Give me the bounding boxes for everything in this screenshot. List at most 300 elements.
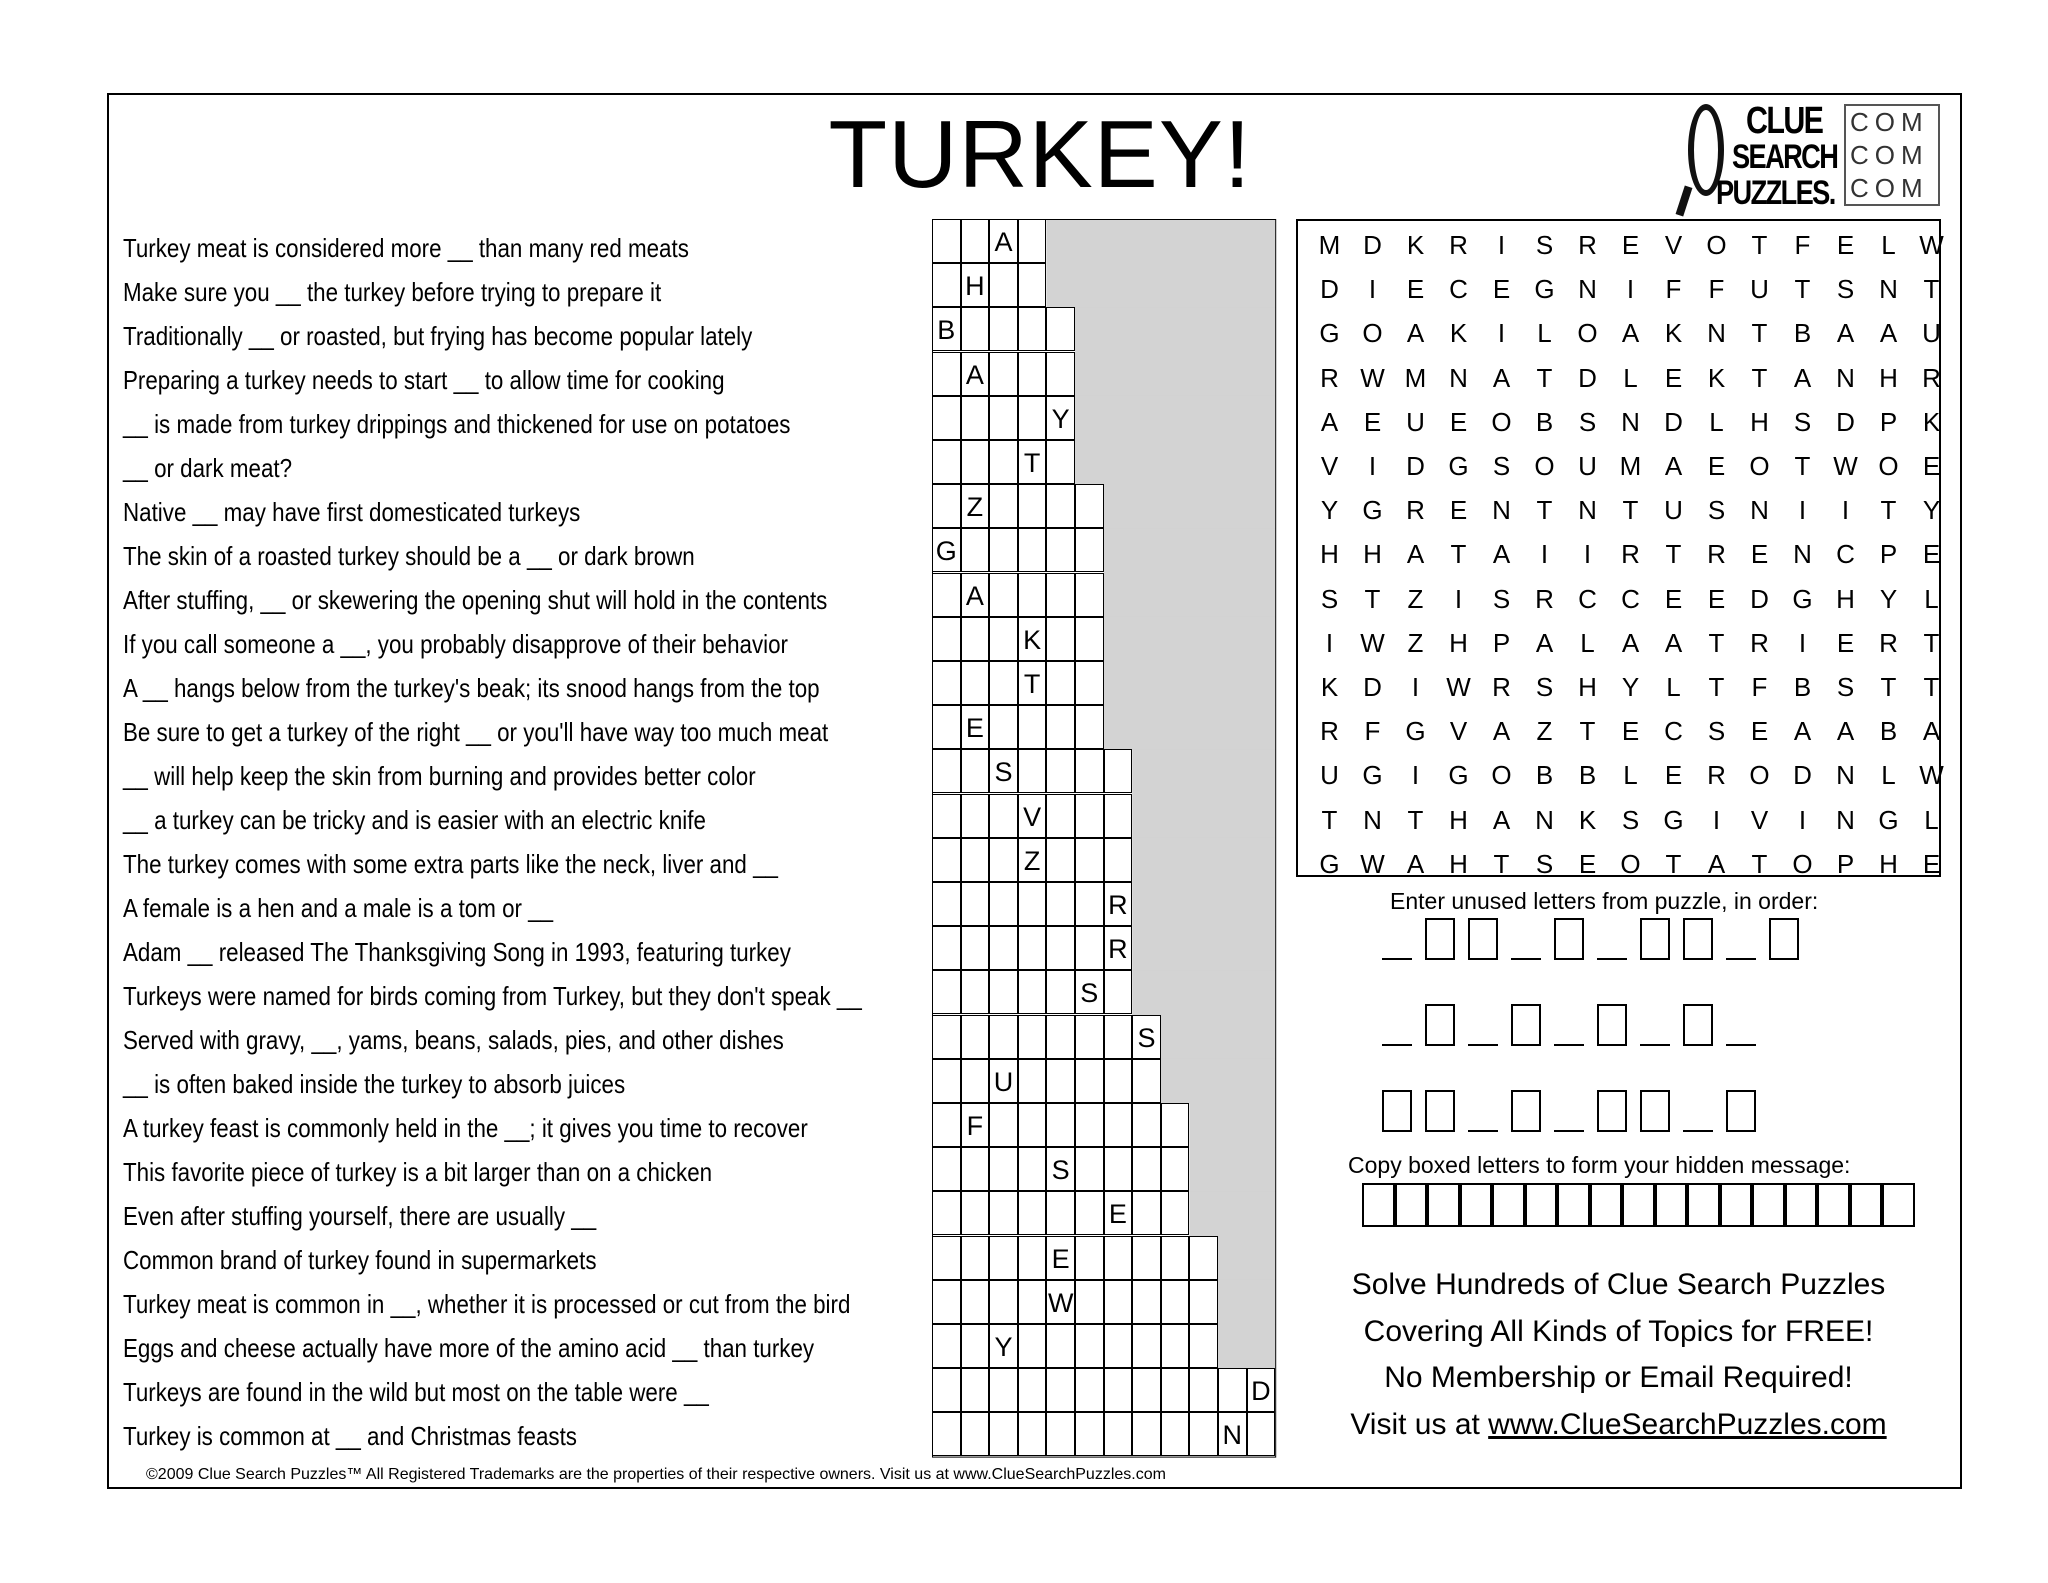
- word-search-letter[interactable]: H: [1449, 804, 1468, 835]
- word-search-letter[interactable]: S: [1492, 583, 1511, 614]
- answer-cell[interactable]: [932, 1236, 961, 1280]
- answer-cell[interactable]: [1075, 1103, 1104, 1147]
- hidden-message-box[interactable]: [1817, 1183, 1850, 1227]
- word-search-letter[interactable]: U: [1578, 451, 1597, 481]
- word-search-letter[interactable]: U: [1406, 406, 1425, 437]
- word-search-letter[interactable]: E: [1406, 274, 1425, 305]
- answer-cell[interactable]: [1104, 1324, 1133, 1368]
- word-search-letter[interactable]: A: [1793, 362, 1812, 393]
- answer-cell[interactable]: [932, 617, 961, 661]
- answer-cell-hint[interactable]: E: [1046, 1236, 1075, 1280]
- unused-letter-box[interactable]: [1769, 918, 1799, 960]
- answer-cell[interactable]: [932, 1147, 961, 1191]
- answer-cell-hint[interactable]: V: [1018, 794, 1047, 838]
- word-search-letter[interactable]: B: [1535, 406, 1554, 437]
- word-search-letter[interactable]: H: [1320, 539, 1339, 570]
- word-search-letter[interactable]: N: [1363, 804, 1382, 835]
- answer-cell-hint[interactable]: K: [1018, 617, 1047, 661]
- word-search-letter[interactable]: T: [1923, 274, 1940, 305]
- answer-cell[interactable]: [1132, 1412, 1161, 1456]
- word-search-letter[interactable]: E: [1707, 583, 1726, 614]
- word-search-letter[interactable]: N: [1449, 362, 1468, 393]
- word-search-letter[interactable]: A: [1406, 318, 1425, 349]
- unused-letter-box[interactable]: [1382, 1090, 1412, 1132]
- answer-cell[interactable]: [989, 926, 1018, 970]
- word-search-letter[interactable]: R: [1320, 362, 1339, 393]
- unused-letter-blank[interactable]: [1468, 1044, 1498, 1046]
- answer-cell[interactable]: [1075, 1191, 1104, 1235]
- unused-letter-box[interactable]: [1683, 1004, 1713, 1046]
- word-search-letter[interactable]: V: [1320, 451, 1339, 481]
- word-search-letter[interactable]: I: [1411, 672, 1420, 702]
- word-search-letter[interactable]: T: [1708, 672, 1725, 702]
- word-search-letter[interactable]: E: [1922, 539, 1941, 570]
- word-search-letter[interactable]: N: [1836, 804, 1855, 835]
- answer-cell-hint[interactable]: A: [989, 219, 1018, 263]
- word-search-letter[interactable]: G: [1792, 583, 1813, 614]
- word-search-letter[interactable]: H: [1363, 539, 1382, 570]
- hidden-message-box[interactable]: [1362, 1183, 1395, 1227]
- word-search-letter[interactable]: S: [1793, 406, 1812, 437]
- answer-cell[interactable]: [989, 573, 1018, 617]
- answer-cell[interactable]: [932, 1015, 961, 1059]
- word-search-letter[interactable]: I: [1626, 274, 1635, 305]
- answer-cell[interactable]: [989, 1368, 1018, 1412]
- unused-letter-box[interactable]: [1726, 1090, 1756, 1132]
- word-search-letter[interactable]: A: [1836, 318, 1855, 349]
- answer-cell[interactable]: [1104, 1412, 1133, 1456]
- answer-cell[interactable]: [1046, 1412, 1075, 1456]
- answer-cell[interactable]: [1018, 352, 1047, 396]
- answer-cell-hint[interactable]: Y: [989, 1324, 1018, 1368]
- word-search-letter[interactable]: G: [1319, 848, 1340, 879]
- answer-cell[interactable]: [989, 396, 1018, 440]
- answer-cell[interactable]: [1189, 1368, 1218, 1412]
- word-search-letter[interactable]: E: [1664, 760, 1683, 791]
- answer-cell[interactable]: [961, 1412, 990, 1456]
- word-search-letter[interactable]: A: [1492, 362, 1511, 393]
- word-search-letter[interactable]: W: [1446, 672, 1471, 702]
- answer-cell[interactable]: [932, 396, 961, 440]
- answer-cell[interactable]: [961, 661, 990, 705]
- answer-cell-hint[interactable]: A: [961, 352, 990, 396]
- answer-cell[interactable]: [932, 573, 961, 617]
- word-search-letter[interactable]: G: [1534, 274, 1555, 305]
- answer-cell[interactable]: [1046, 1368, 1075, 1412]
- unused-letter-box[interactable]: [1425, 918, 1455, 960]
- answer-cell[interactable]: [1104, 1147, 1133, 1191]
- unused-letter-box[interactable]: [1554, 918, 1584, 960]
- word-search-letter[interactable]: A: [1621, 318, 1640, 349]
- answer-cell[interactable]: [961, 1059, 990, 1103]
- answer-cell[interactable]: [989, 1236, 1018, 1280]
- word-search-letter[interactable]: B: [1879, 716, 1898, 747]
- answer-cell[interactable]: [1104, 1015, 1133, 1059]
- answer-cell[interactable]: [1075, 794, 1104, 838]
- word-search-letter[interactable]: V: [1750, 804, 1769, 835]
- unused-letter-blank[interactable]: [1597, 958, 1627, 960]
- word-search-letter[interactable]: O: [1620, 848, 1641, 879]
- word-search-letter[interactable]: E: [1492, 274, 1511, 305]
- word-search-letter[interactable]: A: [1406, 848, 1425, 879]
- answer-cell[interactable]: [1104, 1280, 1133, 1324]
- answer-cell[interactable]: [1046, 970, 1075, 1014]
- answer-cell[interactable]: [1046, 1015, 1075, 1059]
- word-search-letter[interactable]: W: [1919, 230, 1944, 260]
- word-search-letter[interactable]: R: [1320, 716, 1339, 747]
- word-search-letter[interactable]: U: [1664, 495, 1683, 526]
- answer-cell-hint[interactable]: Z: [961, 484, 990, 528]
- word-search-letter[interactable]: E: [1836, 627, 1855, 658]
- answer-cell[interactable]: [961, 970, 990, 1014]
- word-search-letter[interactable]: O: [1878, 451, 1899, 481]
- answer-cell[interactable]: [932, 440, 961, 484]
- answer-cell[interactable]: [1161, 1324, 1190, 1368]
- answer-cell[interactable]: [1189, 1412, 1218, 1456]
- answer-cell[interactable]: [1018, 1280, 1047, 1324]
- word-search-letter[interactable]: T: [1536, 362, 1553, 393]
- word-search-letter[interactable]: S: [1535, 848, 1554, 879]
- word-search-letter[interactable]: G: [1362, 760, 1383, 791]
- word-search-letter[interactable]: P: [1492, 627, 1511, 658]
- word-search-letter[interactable]: T: [1450, 539, 1467, 570]
- answer-cell[interactable]: [1018, 705, 1047, 749]
- answer-cell-hint[interactable]: R: [1104, 882, 1133, 926]
- word-search-letter[interactable]: A: [1492, 539, 1511, 570]
- word-search-letter[interactable]: G: [1362, 495, 1383, 526]
- word-search-letter[interactable]: S: [1578, 406, 1597, 437]
- answer-cell-hint[interactable]: S: [1046, 1147, 1075, 1191]
- word-search-letter[interactable]: K: [1578, 804, 1597, 835]
- word-search-letter[interactable]: T: [1880, 672, 1897, 702]
- answer-cell[interactable]: [1018, 1324, 1047, 1368]
- answer-cell[interactable]: [1018, 1147, 1047, 1191]
- answer-cell[interactable]: [1046, 838, 1075, 882]
- answer-cell[interactable]: [989, 1147, 1018, 1191]
- word-search-letter[interactable]: N: [1578, 274, 1597, 305]
- word-search-letter[interactable]: T: [1751, 318, 1768, 349]
- hidden-message-box[interactable]: [1720, 1183, 1753, 1227]
- answer-cell[interactable]: [961, 307, 990, 351]
- word-search-letter[interactable]: I: [1368, 274, 1377, 305]
- answer-cell[interactable]: [989, 263, 1018, 307]
- answer-cell[interactable]: [989, 970, 1018, 1014]
- word-search-letter[interactable]: F: [1751, 672, 1768, 702]
- answer-cell[interactable]: [1104, 970, 1133, 1014]
- word-search-letter[interactable]: N: [1879, 274, 1898, 305]
- word-search-letter[interactable]: T: [1751, 848, 1768, 879]
- word-search-letter[interactable]: H: [1750, 406, 1769, 437]
- answer-cell[interactable]: [989, 661, 1018, 705]
- answer-cell[interactable]: [932, 1280, 961, 1324]
- answer-cell-hint[interactable]: A: [961, 573, 990, 617]
- word-search-letter[interactable]: F: [1794, 230, 1811, 260]
- unused-letter-blank[interactable]: [1554, 1130, 1584, 1132]
- word-search-letter[interactable]: R: [1922, 362, 1941, 393]
- word-search-letter[interactable]: O: [1362, 318, 1383, 349]
- word-search-letter[interactable]: G: [1448, 760, 1469, 791]
- word-search-letter[interactable]: P: [1879, 406, 1898, 437]
- word-search-letter[interactable]: L: [1666, 672, 1681, 702]
- word-search-letter[interactable]: A: [1664, 627, 1683, 658]
- answer-cell[interactable]: [1075, 1236, 1104, 1280]
- hidden-message-box[interactable]: [1785, 1183, 1818, 1227]
- word-search-letter[interactable]: O: [1577, 318, 1598, 349]
- word-search-letter[interactable]: N: [1750, 495, 1769, 526]
- unused-letter-blank[interactable]: [1554, 1044, 1584, 1046]
- word-search-letter[interactable]: D: [1406, 451, 1425, 481]
- answer-cell[interactable]: [961, 1147, 990, 1191]
- answer-cell[interactable]: [1104, 794, 1133, 838]
- answer-cell[interactable]: [1018, 484, 1047, 528]
- answer-cell[interactable]: [1018, 263, 1047, 307]
- answer-cell[interactable]: [1046, 1191, 1075, 1235]
- answer-cell[interactable]: [989, 794, 1018, 838]
- word-search-letter[interactable]: Z: [1536, 716, 1553, 747]
- answer-cell-hint[interactable]: H: [961, 263, 990, 307]
- hidden-message-box[interactable]: [1492, 1183, 1525, 1227]
- word-search-letter[interactable]: B: [1578, 760, 1597, 791]
- word-search-letter[interactable]: L: [1623, 760, 1638, 791]
- word-search-letter[interactable]: K: [1320, 672, 1339, 702]
- word-search-letter[interactable]: E: [1664, 362, 1683, 393]
- word-search-letter[interactable]: D: [1363, 230, 1382, 260]
- word-search-letter[interactable]: T: [1579, 716, 1596, 747]
- answer-cell[interactable]: [1132, 1103, 1161, 1147]
- unused-letter-box[interactable]: [1597, 1090, 1627, 1132]
- word-search-letter[interactable]: O: [1749, 760, 1770, 791]
- answer-cell[interactable]: [1075, 1324, 1104, 1368]
- word-search-letter[interactable]: C: [1621, 583, 1640, 614]
- answer-cell[interactable]: [1018, 307, 1047, 351]
- word-search-letter[interactable]: Y: [1922, 495, 1941, 526]
- answer-cell[interactable]: [1161, 1236, 1190, 1280]
- word-search-letter[interactable]: S: [1707, 495, 1726, 526]
- answer-cell-hint[interactable]: S: [989, 749, 1018, 793]
- hidden-message-box[interactable]: [1395, 1183, 1428, 1227]
- word-search-letter[interactable]: F: [1665, 274, 1682, 305]
- word-search-letter[interactable]: E: [1449, 406, 1468, 437]
- hidden-message-box[interactable]: [1460, 1183, 1493, 1227]
- answer-cell[interactable]: [1046, 1103, 1075, 1147]
- answer-cell-hint[interactable]: T: [1018, 661, 1047, 705]
- answer-cell-hint[interactable]: S: [1132, 1015, 1161, 1059]
- answer-cell[interactable]: [1075, 484, 1104, 528]
- answer-cell[interactable]: [1018, 219, 1047, 263]
- answer-cell[interactable]: [932, 882, 961, 926]
- answer-cell[interactable]: [1161, 1103, 1190, 1147]
- word-search-letter[interactable]: A: [1320, 406, 1339, 437]
- word-search-letter[interactable]: T: [1407, 804, 1424, 835]
- answer-cell[interactable]: [932, 1059, 961, 1103]
- word-search-letter[interactable]: W: [1360, 848, 1385, 879]
- word-search-letter[interactable]: G: [1663, 804, 1684, 835]
- answer-cell[interactable]: [989, 1015, 1018, 1059]
- word-search-letter[interactable]: H: [1879, 848, 1898, 879]
- unused-letter-box[interactable]: [1640, 918, 1670, 960]
- word-search-letter[interactable]: I: [1540, 539, 1549, 570]
- word-search-letter[interactable]: R: [1449, 230, 1468, 260]
- word-search-letter[interactable]: L: [1924, 583, 1939, 614]
- answer-cell-hint[interactable]: Z: [1018, 838, 1047, 882]
- hidden-message-box[interactable]: [1655, 1183, 1688, 1227]
- answer-cell[interactable]: [961, 1191, 990, 1235]
- word-search-letter[interactable]: T: [1493, 848, 1510, 879]
- answer-cell[interactable]: [1018, 1236, 1047, 1280]
- answer-cell[interactable]: [1018, 396, 1047, 440]
- word-search-letter[interactable]: I: [1325, 627, 1334, 658]
- word-search-letter[interactable]: M: [1318, 230, 1341, 260]
- answer-cell[interactable]: [961, 749, 990, 793]
- word-search-letter[interactable]: U: [1922, 318, 1941, 349]
- word-search-letter[interactable]: W: [1360, 362, 1385, 393]
- word-search-letter[interactable]: I: [1798, 495, 1807, 526]
- answer-cell[interactable]: [1189, 1236, 1218, 1280]
- word-search-letter[interactable]: D: [1320, 274, 1339, 305]
- word-search-letter[interactable]: E: [1449, 495, 1468, 526]
- word-search-letter[interactable]: S: [1320, 583, 1339, 614]
- answer-cell[interactable]: [989, 484, 1018, 528]
- word-search-letter[interactable]: D: [1664, 406, 1683, 437]
- word-search-letter[interactable]: A: [1793, 716, 1812, 747]
- word-search-letter[interactable]: A: [1492, 716, 1511, 747]
- answer-cell[interactable]: [1046, 573, 1075, 617]
- word-search-letter[interactable]: N: [1707, 318, 1726, 349]
- hidden-message-box[interactable]: [1622, 1183, 1655, 1227]
- answer-cell[interactable]: [989, 705, 1018, 749]
- word-search-letter[interactable]: Z: [1407, 583, 1424, 614]
- word-search-letter[interactable]: R: [1492, 672, 1511, 702]
- answer-cell[interactable]: [1018, 970, 1047, 1014]
- answer-cell-hint[interactable]: U: [989, 1059, 1018, 1103]
- answer-cell[interactable]: [1018, 1015, 1047, 1059]
- word-search-letter[interactable]: M: [1619, 451, 1642, 481]
- answer-cell[interactable]: [1132, 1147, 1161, 1191]
- word-search-letter[interactable]: K: [1707, 362, 1726, 393]
- word-search-letter[interactable]: P: [1836, 848, 1855, 879]
- answer-cell[interactable]: [1018, 926, 1047, 970]
- answer-cell[interactable]: [932, 1103, 961, 1147]
- answer-cell[interactable]: [1046, 1324, 1075, 1368]
- word-search-letter[interactable]: T: [1665, 539, 1682, 570]
- answer-cell[interactable]: [989, 440, 1018, 484]
- answer-cell[interactable]: [961, 838, 990, 882]
- answer-cell-hint[interactable]: T: [1018, 440, 1047, 484]
- word-search-letter[interactable]: T: [1751, 362, 1768, 393]
- word-search-letter[interactable]: C: [1578, 583, 1597, 614]
- word-search-letter[interactable]: A: [1836, 716, 1855, 747]
- answer-cell[interactable]: [932, 749, 961, 793]
- word-search-letter[interactable]: L: [1580, 627, 1595, 658]
- unused-letter-blank[interactable]: [1726, 958, 1756, 960]
- answer-cell[interactable]: [1132, 1368, 1161, 1412]
- word-search-letter[interactable]: T: [1923, 672, 1940, 702]
- answer-cell[interactable]: [1104, 838, 1133, 882]
- word-search-letter[interactable]: T: [1880, 495, 1897, 526]
- answer-cell-hint[interactable]: E: [961, 705, 990, 749]
- word-search-letter[interactable]: E: [1621, 230, 1640, 260]
- word-search-letter[interactable]: A: [1879, 318, 1898, 349]
- word-search-letter[interactable]: H: [1449, 627, 1468, 658]
- answer-cell[interactable]: [1075, 661, 1104, 705]
- hidden-message-box[interactable]: [1427, 1183, 1460, 1227]
- word-search-letter[interactable]: O: [1491, 406, 1512, 437]
- unused-letter-box[interactable]: [1640, 1090, 1670, 1132]
- answer-cell[interactable]: [961, 396, 990, 440]
- answer-cell[interactable]: [1075, 1059, 1104, 1103]
- unused-letter-blank[interactable]: [1382, 958, 1412, 960]
- answer-cell[interactable]: [1161, 1280, 1190, 1324]
- answer-cell-hint[interactable]: F: [961, 1103, 990, 1147]
- word-search-letter[interactable]: D: [1578, 362, 1597, 393]
- answer-cell-hint[interactable]: E: [1104, 1191, 1133, 1235]
- word-search-letter[interactable]: S: [1707, 716, 1726, 747]
- word-search-letter[interactable]: E: [1836, 230, 1855, 260]
- answer-cell[interactable]: [961, 794, 990, 838]
- answer-cell-hint[interactable]: Y: [1046, 396, 1075, 440]
- answer-cell[interactable]: [961, 440, 990, 484]
- unused-letter-box[interactable]: [1425, 1090, 1455, 1132]
- answer-cell[interactable]: [932, 926, 961, 970]
- unused-letter-blank[interactable]: [1511, 958, 1541, 960]
- answer-cell[interactable]: [1075, 1280, 1104, 1324]
- word-search-letter[interactable]: W: [1360, 627, 1385, 658]
- answer-cell[interactable]: [989, 1103, 1018, 1147]
- answer-cell[interactable]: [961, 528, 990, 572]
- answer-cell[interactable]: [989, 838, 1018, 882]
- word-search-letter[interactable]: E: [1363, 406, 1382, 437]
- word-search-letter[interactable]: B: [1535, 760, 1554, 791]
- word-search-letter[interactable]: I: [1841, 495, 1850, 526]
- answer-cell[interactable]: [1018, 573, 1047, 617]
- word-search-letter[interactable]: I: [1583, 539, 1592, 570]
- answer-cell[interactable]: [1046, 352, 1075, 396]
- word-search-letter[interactable]: T: [1622, 495, 1639, 526]
- word-search-letter[interactable]: O: [1706, 230, 1727, 260]
- unused-letter-blank[interactable]: [1683, 1130, 1713, 1132]
- word-search-letter[interactable]: R: [1707, 539, 1726, 570]
- answer-cell[interactable]: [1046, 1059, 1075, 1103]
- word-search-letter[interactable]: I: [1454, 583, 1463, 614]
- answer-cell[interactable]: [1132, 1324, 1161, 1368]
- word-search-letter[interactable]: L: [1881, 230, 1896, 260]
- answer-cell[interactable]: [932, 794, 961, 838]
- answer-cell[interactable]: [989, 1412, 1018, 1456]
- answer-cell[interactable]: [932, 219, 961, 263]
- answer-cell[interactable]: [1161, 1412, 1190, 1456]
- hidden-message-box[interactable]: [1850, 1183, 1883, 1227]
- answer-cell[interactable]: [1075, 1412, 1104, 1456]
- word-search-letter[interactable]: E: [1621, 716, 1640, 747]
- website-link[interactable]: www.ClueSearchPuzzles.com: [1488, 1408, 1887, 1441]
- word-search-letter[interactable]: V: [1664, 230, 1683, 260]
- word-search-letter[interactable]: E: [1750, 539, 1769, 570]
- word-search-letter[interactable]: T: [1794, 451, 1811, 481]
- unused-letter-box[interactable]: [1511, 1004, 1541, 1046]
- word-search-letter[interactable]: A: [1535, 627, 1554, 658]
- word-search-letter[interactable]: B: [1793, 672, 1812, 702]
- word-search-letter[interactable]: H: [1578, 672, 1597, 702]
- answer-cell[interactable]: [1218, 1368, 1247, 1412]
- word-search-letter[interactable]: D: [1793, 760, 1812, 791]
- word-search-letter[interactable]: U: [1320, 760, 1339, 791]
- answer-cell-hint[interactable]: D: [1247, 1368, 1276, 1412]
- answer-cell[interactable]: [1046, 882, 1075, 926]
- word-search-letter[interactable]: O: [1792, 848, 1813, 879]
- word-search-letter[interactable]: A: [1664, 451, 1683, 481]
- word-search-letter[interactable]: K: [1406, 230, 1425, 260]
- answer-cell[interactable]: [1075, 1368, 1104, 1412]
